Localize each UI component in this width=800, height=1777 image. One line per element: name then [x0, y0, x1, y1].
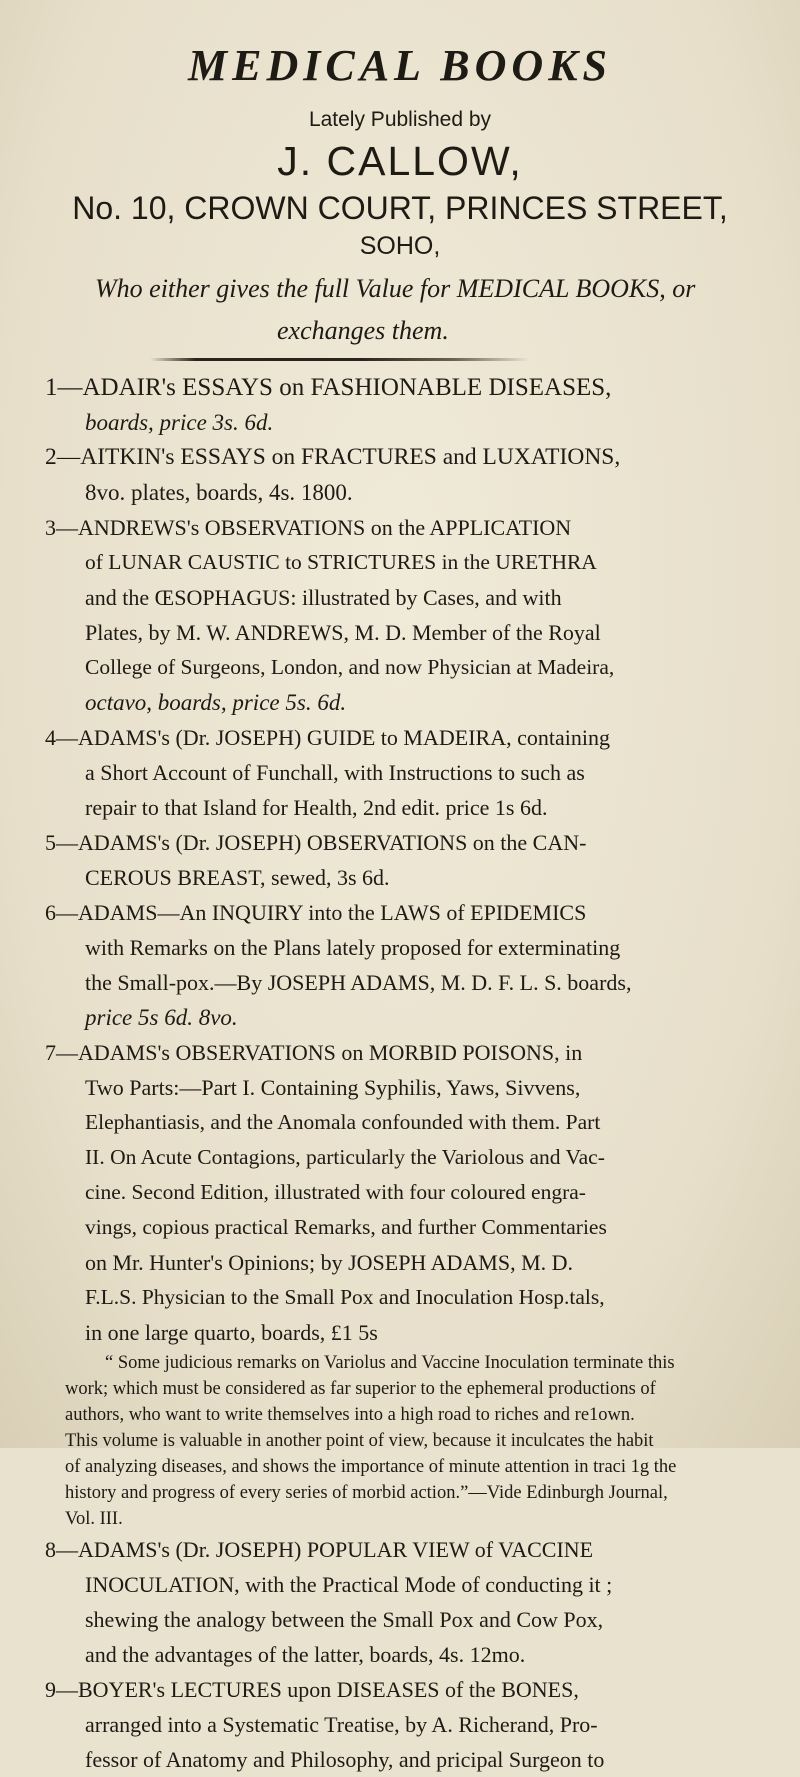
- book-entry: [45, 720, 780, 825]
- entry-line: F.L.S. Physician to the Small Pox and Inoculation Hosp.tals,: [85, 1285, 605, 1309]
- notice-line: exchanges them.: [277, 316, 449, 345]
- notice-line: Who either gives the full Value for MEDICAL BOOKS, or: [95, 274, 696, 303]
- quote-line: “ Some judicious remarks on Variolus and Vaccine Inoculation terminate this: [105, 1353, 675, 1373]
- quote-line: of analyzing diseases, and shows the importance of minute attention in traci 1g the: [65, 1457, 677, 1477]
- entry-line: and the ŒSOPHAGUS: illustrated by Cases, and with: [85, 585, 562, 610]
- book-list: [45, 370, 780, 1777]
- entry-line: 4—ADAMS's (Dr. JOSEPH) GUIDE to MADEIRA, containing: [45, 725, 610, 750]
- entry-line: shewing the analogy between the Small Pox and Cow Pox,: [85, 1607, 604, 1632]
- entry-line: CEROUS BREAST, sewed, 3s 6d.: [85, 865, 390, 890]
- book-entry: [45, 1672, 780, 1777]
- entry-line: 2—AITKIN's ESSAYS on FRACTURES and LUXATIONS,: [45, 444, 621, 470]
- book-entry: [45, 1035, 780, 1532]
- entry-line: 1—ADAIR's ESSAYS on FASHIONABLE DISEASES,: [45, 374, 612, 401]
- entry-line: 8vo. plates, boards, 4s. 1800.: [85, 480, 353, 505]
- subtitle: Lately Published by: [308, 108, 492, 131]
- entry-line: 7—ADAMS's OBSERVATIONS on MORBID POISONS, in: [45, 1040, 583, 1065]
- quote-line: history and progress of every series of morbid action.”—Vide Edinburgh Journal,: [65, 1483, 668, 1503]
- entry-line: Elephantiasis, and the Anomala confounded with them. Part: [85, 1110, 601, 1134]
- book-entry: [45, 825, 780, 895]
- exchange-notice: [95, 268, 755, 352]
- book-entry: [45, 510, 780, 720]
- entry-line: repair to that Island for Health, 2nd edit. price 1s 6d.: [85, 795, 548, 820]
- entry-line: INOCULATION, with the Practical Mode of conducting it ;: [85, 1572, 613, 1597]
- publisher-name: J. CALLOW,: [277, 138, 523, 184]
- entry-line: and the advantages of the latter, boards, 4s. 12mo.: [85, 1642, 526, 1667]
- entry-line: in one large quarto, boards, £1 5s: [85, 1320, 378, 1345]
- entry-line: cine. Second Edition, illustrated with four coloured engra-: [85, 1180, 586, 1204]
- entry-line: vings, copious practical Remarks, and further Commentaries: [85, 1215, 607, 1239]
- entry-line: boards, price 3s. 6d.: [85, 410, 274, 435]
- quote-line: Vol. III.: [65, 1509, 123, 1529]
- entry-line: Two Parts:—Part I. Containing Syphilis, Yaws, Sivvens,: [85, 1075, 581, 1100]
- entry-line: the Small-pox.—By JOSEPH ADAMS, M. D. F. L. S. boards,: [85, 970, 632, 995]
- quote-line: This volume is valuable in another point of view, because it inculcates the habit: [65, 1431, 654, 1451]
- entry-line: on Mr. Hunter's Opinions; by JOSEPH ADAMS, M. D.: [85, 1250, 574, 1275]
- entry-line: fessor of Anatomy and Philosophy, and pricipal Surgeon to: [85, 1747, 605, 1772]
- book-entry: [45, 1532, 780, 1672]
- entry-line: 6—ADAMS—An INQUIRY into the LAWS of EPIDEMICS: [45, 900, 587, 925]
- entry-line: octavo, boards, price 5s. 6d.: [85, 690, 347, 715]
- entry-line: 9—BOYER's LECTURES upon DISEASES of the BONES,: [45, 1677, 579, 1702]
- publisher-address: No. 10, CROWN COURT, PRINCES STREET,: [72, 190, 728, 226]
- entry-line: arranged into a Systematic Treatise, by A. Richerand, Pro-: [85, 1712, 598, 1737]
- entry-line: with Remarks on the Plans lately proposed for exterminating: [85, 935, 621, 960]
- publisher-district: SOHO,: [359, 232, 441, 260]
- entry-line: of LUNAR CAUSTIC to STRICTURES in the URETHRA: [85, 550, 597, 574]
- entry-line: Plates, by M. W. ANDREWS, M. D. Member of the Royal: [85, 620, 601, 645]
- entry-line: II. On Acute Contagions, particularly the Variolous and Vac-: [85, 1145, 605, 1169]
- divider-rule: [150, 358, 530, 361]
- quote-line: work; which must be considered as far superior to the ephemeral productions of: [65, 1379, 656, 1399]
- entry-line: price 5s 6d. 8vo.: [85, 1005, 238, 1030]
- page-title: MEDICAL BOOKS: [187, 41, 613, 90]
- entry-line: 5—ADAMS's (Dr. JOSEPH) OBSERVATIONS on the CAN-: [45, 830, 587, 855]
- book-entry: [45, 370, 780, 440]
- entry-line: 8—ADAMS's (Dr. JOSEPH) POPULAR VIEW of VACCINE: [45, 1537, 594, 1562]
- entry-line: a Short Account of Funchall, with Instructions to such as: [85, 760, 585, 785]
- entry-line: College of Surgeons, London, and now Physician at Madeira,: [85, 655, 615, 679]
- review-quote: [45, 1350, 780, 1532]
- book-entry: [45, 440, 780, 510]
- entry-line: 3—ANDREWS's OBSERVATIONS on the APPLICATION: [45, 515, 572, 540]
- quote-line: authors, who want to write themselves into a high road to riches and re1own.: [65, 1405, 635, 1425]
- book-entry: [45, 895, 780, 1035]
